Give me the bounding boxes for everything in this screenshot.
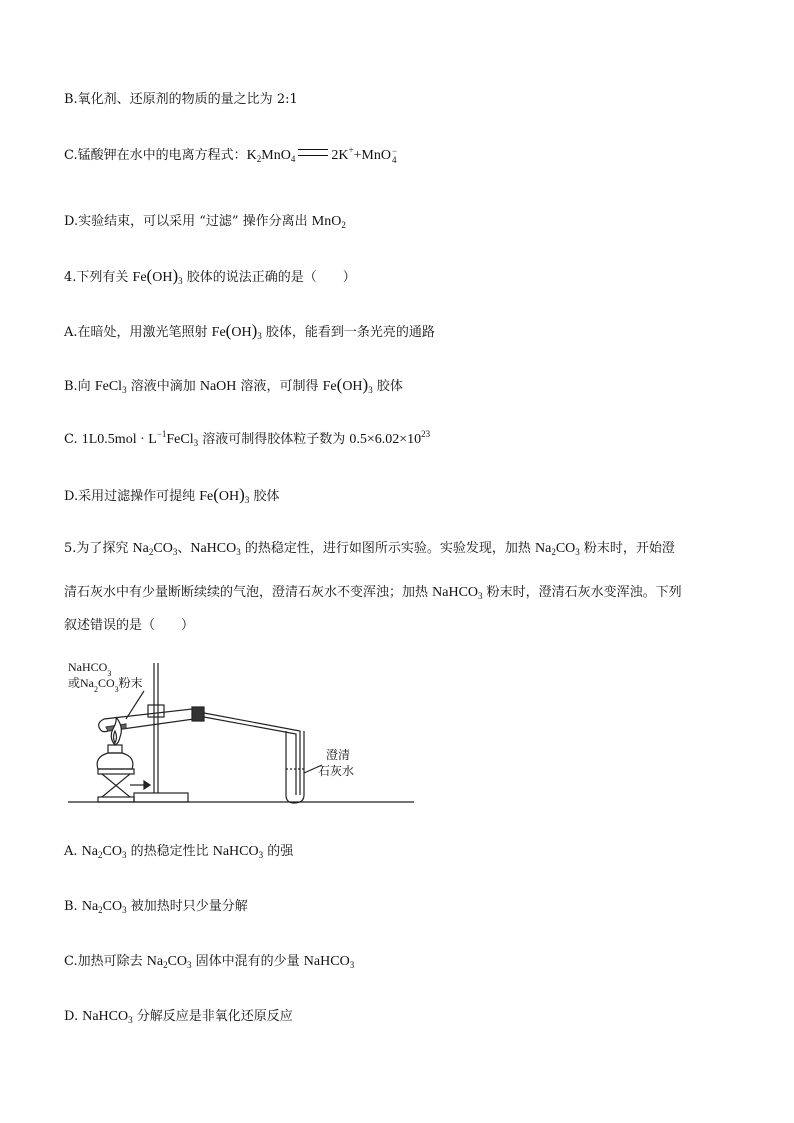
- question-4-option-c: C. $1L0.5mol \cdot L^{-1}FeCl_3$ 溶液可制得胶体粒子数为 $0.5\times 6.02\times 10^{23}$: [64, 429, 431, 448]
- question-4-option-a: A.在暗处，用激光笔照射 $Fe(OH)_3$ 胶体，能看到一条光亮的通路: [64, 321, 435, 341]
- question-5-stem-line-1: 5.为了探究 $Na_2CO_3$、NaHCO$_3$ 的热稳定性，进行如图所示实验。实验发现，加热 $Na_2CO_3$ 粉末时，开始澄: [64, 541, 675, 557]
- stopper: [192, 707, 204, 721]
- question-5-stem-line-3: 叙述错误的是（ ）: [64, 618, 195, 633]
- label-na2co3-powder: 或$Na_2CO_3$粉末: [68, 676, 143, 694]
- question-4-option-d: D.采用过滤操作可提纯 $Fe(OH)_3$ 胶体: [64, 485, 280, 505]
- equals-sign: [298, 149, 328, 156]
- option-d: D.实验结束，可以采用 “过滤” 操作分离出 MnO$_2$: [64, 214, 346, 230]
- lab-jack-top: [98, 769, 134, 774]
- question-5-option-b: B. $Na_2CO_3$ 被加热时只少量分解: [64, 899, 248, 915]
- question-5-option-d: D. NaHCO$_3$ 分解反应是非氧化还原反应: [64, 1009, 293, 1025]
- question-5-option-a: A. $Na_2CO_3$ 的热稳定性比 NaHCO$_3$ 的强: [64, 844, 294, 860]
- question-4-option-b: B.向 FeCl$_3$ 溶液中滴加 NaOH 溶液，可制得 $Fe(OH)_3$ 胶体: [64, 375, 403, 395]
- question-5-stem-line-2: 清石灰水中有少量断断续续的气泡，澄清石灰水不变浑浊；加热 NaHCO$_3$ 粉末时，澄清石灰水变浑浊。下列: [64, 585, 682, 601]
- question-4-stem: 4.下列有关 $Fe(OH)_3$ 胶体的说法正确的是（ ）: [64, 266, 356, 286]
- clamp: [148, 705, 164, 717]
- question-5-option-c: C.加热可除去 $Na_2CO_3$ 固体中混有的少量 NaHCO$_3$: [64, 954, 355, 970]
- formula-ions: 2K++MnO − 4: [331, 145, 398, 165]
- label-limewater: 石灰水: [318, 764, 355, 778]
- receiving-test-tube: [286, 731, 304, 803]
- option-c: C.锰酸钾在水中的电离方程式：$K_2MnO_4$ 2K++MnO − 4: [64, 145, 398, 165]
- label-clear: 澄清: [326, 748, 351, 762]
- alcohol-lamp: [97, 753, 133, 769]
- stand-base: [134, 793, 188, 802]
- option-b: B.氧化剂、还原剂的物质的量之比为 2:1: [64, 92, 298, 107]
- heating-apparatus-diagram: [64, 657, 416, 807]
- formula-k2mno4: $K_2MnO_4$: [246, 148, 296, 165]
- apparatus-figure: [64, 657, 416, 807]
- label-nahco3: NaHCO$_3$: [68, 660, 112, 678]
